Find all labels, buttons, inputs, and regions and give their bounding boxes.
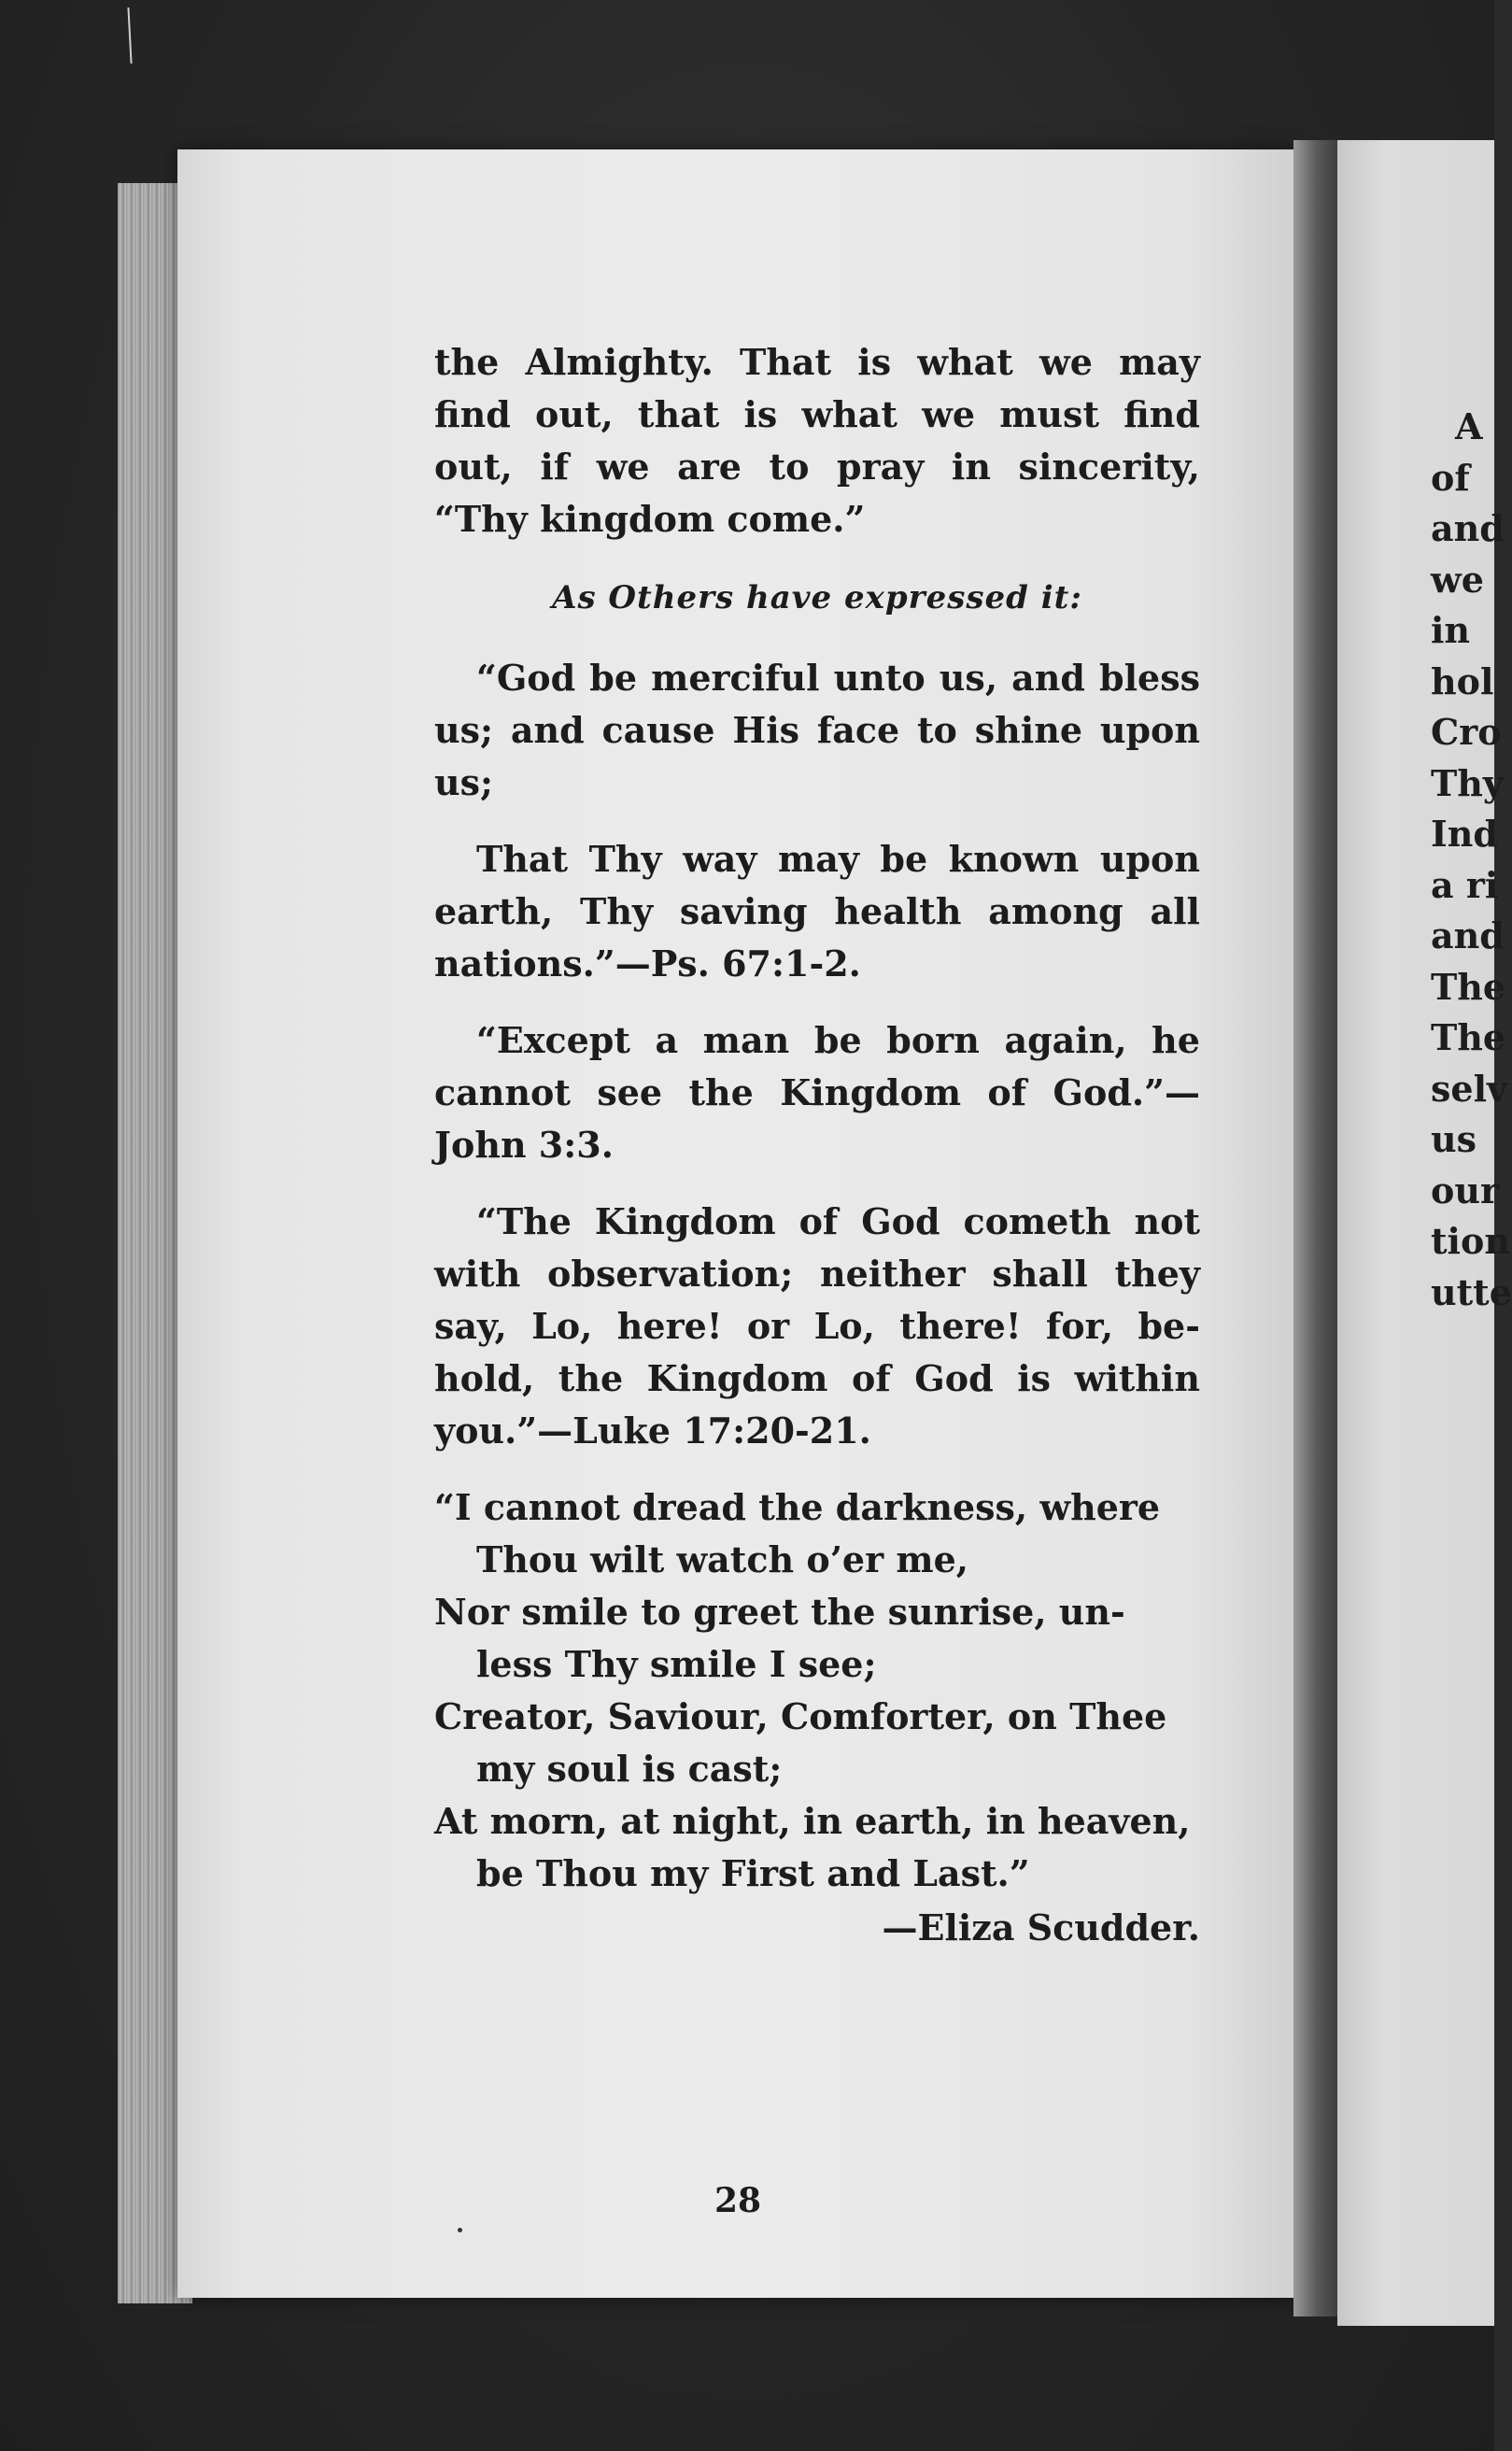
poem-line: At morn, at night, in earth, in heaven, <box>434 1800 1191 1842</box>
text-line: the Almighty. That is what we may <box>434 341 1200 383</box>
john-quote <box>434 1014 1200 1171</box>
poem-line: “I cannot dread the darkness, where <box>434 1486 1161 1528</box>
poem-line: Creator, Saviour, Comforter, on Thee <box>434 1695 1167 1737</box>
next-page-fragment: and <box>1431 507 1505 549</box>
poem-line: less Thy smile I see; <box>476 1643 877 1685</box>
next-page-fragment: we <box>1431 558 1484 601</box>
next-page-fragment: in <box>1431 609 1471 651</box>
poem-line: be Thou my First and Last.” <box>476 1852 1030 1894</box>
text-line: cannot see the Kingdom of God.”— <box>434 1071 1200 1113</box>
text-line: say, Lo, here! or Lo, there! for, be- <box>434 1305 1200 1347</box>
text-line: “Thy kingdom come.” <box>434 498 866 540</box>
next-page-fragment: hol <box>1431 659 1494 702</box>
text-line: us; <box>434 761 494 803</box>
next-page-fragment: The <box>1431 1016 1506 1058</box>
text-line: “Except a man be born again, he <box>476 1019 1200 1061</box>
text-line: “God be merciful unto us, and bless <box>476 657 1200 699</box>
next-page-fragment: selv <box>1431 1067 1508 1110</box>
page-number: 28 <box>714 2181 762 2220</box>
intro-paragraph <box>434 336 1200 545</box>
psalm-paragraph-1 <box>392 652 1200 809</box>
section-heading: As Others have expressed it: <box>552 579 1082 616</box>
poem-line: Thou wilt watch o’er me, <box>476 1538 968 1580</box>
book-gutter <box>1293 140 1340 2316</box>
next-page-fragment: A <box>1455 405 1483 447</box>
next-page-fragment: of <box>1431 456 1470 499</box>
next-page-fragment: and <box>1431 914 1505 956</box>
page-text <box>434 336 1200 1954</box>
next-page-fragment: The <box>1431 965 1506 1008</box>
text-line: with observation; neither shall they <box>434 1253 1200 1295</box>
next-page-text <box>1431 402 1512 1318</box>
next-page-fragment: a ri <box>1431 863 1499 906</box>
next-page-fragment: Thy <box>1431 761 1504 804</box>
text-line: you.”—Luke 17:20-21. <box>434 1410 871 1452</box>
text-line: hold, the Kingdom of God is within <box>434 1357 1200 1399</box>
next-page-fragment: tion <box>1431 1220 1510 1262</box>
poem-line: Nor smile to greet the sunrise, un- <box>434 1591 1125 1633</box>
luke-quote <box>434 1196 1200 1457</box>
poem-attribution: —Eliza Scudder. <box>882 1906 1200 1948</box>
psalm-paragraph-2 <box>434 833 1200 990</box>
next-page-fragment: our <box>1431 1169 1499 1211</box>
text-line: out, if we are to pray in sincerity, <box>434 446 1200 488</box>
poem <box>434 1481 1200 1900</box>
next-page-fragment: Cro <box>1431 711 1502 753</box>
ink-speck <box>458 2228 462 2232</box>
text-line: us; and cause His face to shine upon <box>434 709 1200 751</box>
text-line: nations.”—Ps. 67:1-2. <box>434 942 861 985</box>
next-page-fragment: utte <box>1431 1270 1512 1313</box>
text-line: John 3:3. <box>434 1124 614 1166</box>
text-line: earth, Thy saving health among all <box>434 890 1200 932</box>
next-page-fragment: Ind <box>1431 813 1498 855</box>
text-line: That Thy way may be known upon <box>476 838 1200 880</box>
text-line: “The Kingdom of God cometh not <box>476 1200 1200 1242</box>
poem-line: my soul is cast; <box>476 1748 783 1790</box>
next-page-fragment: us <box>1431 1118 1477 1160</box>
text-line: find out, that is what we must find <box>434 393 1200 435</box>
